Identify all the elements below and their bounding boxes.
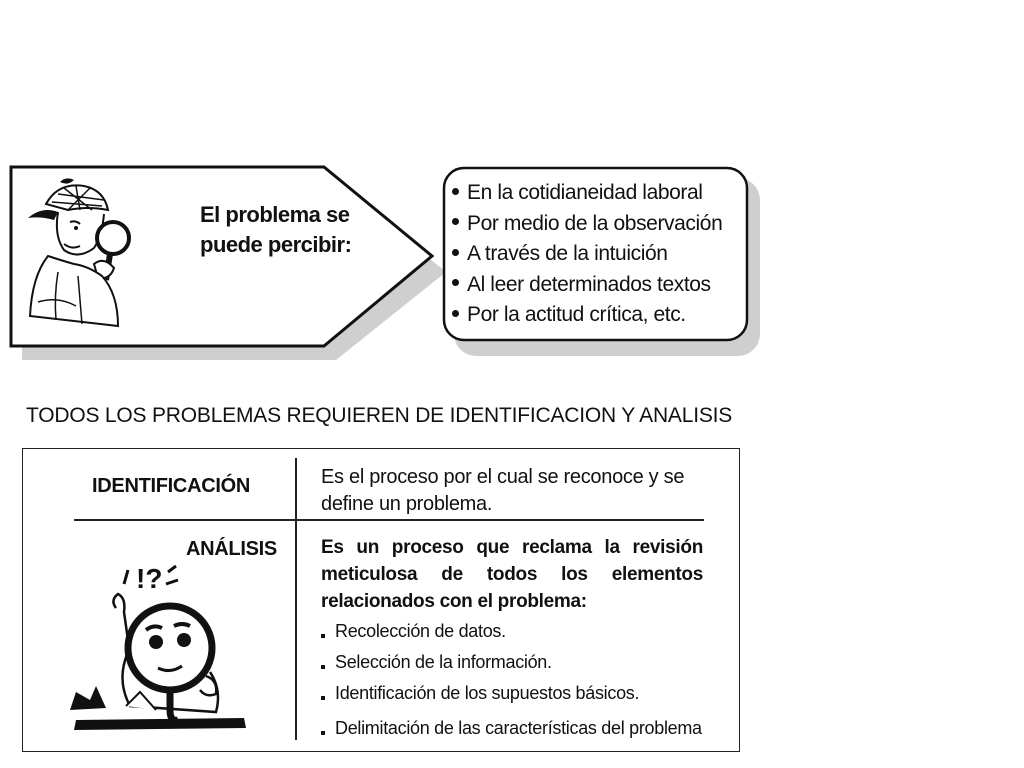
step-bullet-icon (321, 731, 325, 735)
bullet-dot-icon (452, 218, 459, 225)
perceive-title-line1: El problema se (200, 202, 350, 227)
analysis-definition: Es un proceso que reclama la revisión meticulosa de todos los elementos relacionados con el problema: (321, 537, 703, 612)
perceive-item: Al leer determinados textos (452, 270, 752, 301)
analysis-term: ANÁLISIS (186, 538, 277, 560)
step-bullet-icon (321, 665, 325, 669)
perceive-item: En la cotidianeidad laboral (452, 178, 752, 209)
analysis-step: Recolección de datos. (321, 616, 702, 647)
perceive-title (200, 200, 410, 260)
detective-icon (18, 176, 138, 336)
analysis-step: Delimitación de las características del problema (321, 713, 702, 744)
perceive-list (452, 178, 752, 331)
analyst-magnifier-icon (66, 560, 266, 740)
analysis-steps (321, 616, 702, 744)
bullet-dot-icon (452, 279, 459, 286)
perceive-item: A través de la intuición (452, 239, 752, 270)
bullet-dot-icon (452, 188, 459, 195)
step-bullet-icon (321, 696, 325, 700)
analysis-step: Identificación de los supuestos básicos. (321, 678, 702, 709)
identification-term: IDENTIFICACIÓN (92, 475, 251, 497)
analysis-step: Selección de la información. (321, 647, 702, 678)
perceive-item: Por medio de la observación (452, 209, 752, 240)
section-heading: TODOS LOS PROBLEMAS REQUIEREN DE IDENTIFICACION Y ANALISIS (26, 404, 733, 427)
step-bullet-icon (321, 634, 325, 638)
table-horizontal-divider (74, 519, 704, 521)
table-vertical-divider (295, 458, 297, 740)
perceive-item: Por la actitud crítica, etc. (452, 300, 752, 331)
exclaim-question-marks: !? (136, 563, 163, 594)
identification-definition: Es el proceso por el cual se reconoce y se define un problema. (321, 466, 685, 515)
perceive-title-line2: puede percibir: (200, 232, 352, 257)
bullet-dot-icon (452, 310, 459, 317)
bullet-dot-icon (452, 249, 459, 256)
